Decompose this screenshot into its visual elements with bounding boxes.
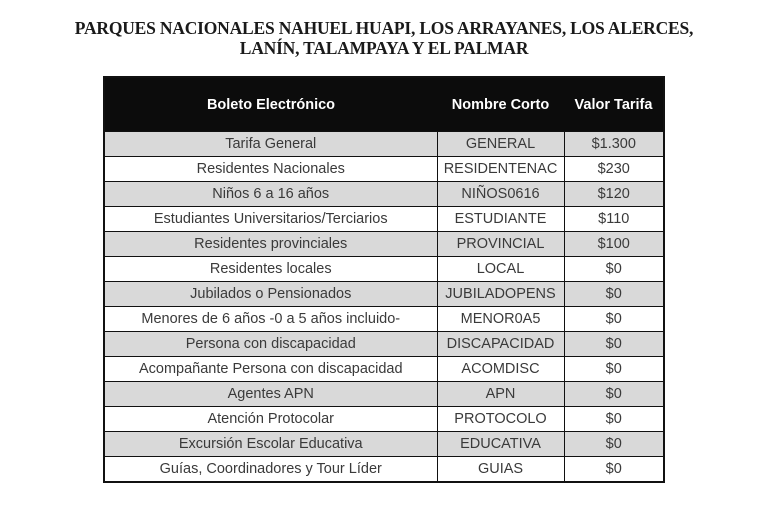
cell-nombre-corto: GUIAS xyxy=(437,457,564,483)
table-row xyxy=(104,232,664,257)
cell-valor-tarifa: $120 xyxy=(564,182,664,207)
cell-boleto: Residentes provinciales xyxy=(104,232,437,257)
table-row xyxy=(104,332,664,357)
table-row xyxy=(104,207,664,232)
table-body xyxy=(104,132,664,483)
table-row xyxy=(104,407,664,432)
cell-nombre-corto: NIÑOS0616 xyxy=(437,182,564,207)
table-row xyxy=(104,132,664,157)
title-line-2: LANÍN, TALAMPAYA Y EL PALMAR xyxy=(239,38,529,58)
cell-valor-tarifa: $0 xyxy=(564,432,664,457)
title-line-1: PARQUES NACIONALES NAHUEL HUAPI, LOS ARRAYANES, LOS ALERCES, xyxy=(74,18,694,38)
cell-valor-tarifa: $230 xyxy=(564,157,664,182)
cell-nombre-corto: GENERAL xyxy=(437,132,564,157)
table-row xyxy=(104,282,664,307)
cell-nombre-corto: JUBILADOPENS xyxy=(437,282,564,307)
cell-boleto: Menores de 6 años -0 a 5 años incluido- xyxy=(104,307,437,332)
cell-valor-tarifa: $0 xyxy=(564,382,664,407)
cell-boleto: Persona con discapacidad xyxy=(104,332,437,357)
cell-boleto: Guías, Coordinadores y Tour Líder xyxy=(104,457,437,483)
cell-nombre-corto: PROTOCOLO xyxy=(437,407,564,432)
table-row xyxy=(104,357,664,382)
cell-nombre-corto: APN xyxy=(437,382,564,407)
header-valor-tarifa: Valor Tarifa xyxy=(564,77,664,132)
cell-valor-tarifa: $100 xyxy=(564,232,664,257)
cell-boleto: Excursión Escolar Educativa xyxy=(104,432,437,457)
cell-valor-tarifa: $0 xyxy=(564,307,664,332)
cell-boleto: Residentes Nacionales xyxy=(104,157,437,182)
cell-valor-tarifa: $0 xyxy=(564,457,664,483)
table-row xyxy=(104,457,664,483)
page-title xyxy=(0,18,768,58)
tariff-table xyxy=(103,76,665,483)
cell-boleto: Tarifa General xyxy=(104,132,437,157)
cell-boleto: Residentes locales xyxy=(104,257,437,282)
cell-nombre-corto: EDUCATIVA xyxy=(437,432,564,457)
cell-boleto: Jubilados o Pensionados xyxy=(104,282,437,307)
header-boleto: Boleto Electrónico xyxy=(104,77,437,132)
cell-boleto: Niños 6 a 16 años xyxy=(104,182,437,207)
cell-valor-tarifa: $1.300 xyxy=(564,132,664,157)
header-nombre-corto: Nombre Corto xyxy=(437,77,564,132)
cell-valor-tarifa: $110 xyxy=(564,207,664,232)
cell-boleto: Agentes APN xyxy=(104,382,437,407)
cell-nombre-corto: MENOR0A5 xyxy=(437,307,564,332)
cell-valor-tarifa: $0 xyxy=(564,357,664,382)
table-row xyxy=(104,307,664,332)
cell-nombre-corto: PROVINCIAL xyxy=(437,232,564,257)
table-row xyxy=(104,382,664,407)
cell-nombre-corto: LOCAL xyxy=(437,257,564,282)
cell-nombre-corto: ESTUDIANTE xyxy=(437,207,564,232)
cell-valor-tarifa: $0 xyxy=(564,407,664,432)
cell-boleto: Estudiantes Universitarios/Terciarios xyxy=(104,207,437,232)
table-row xyxy=(104,257,664,282)
table-row xyxy=(104,432,664,457)
cell-valor-tarifa: $0 xyxy=(564,332,664,357)
table-row xyxy=(104,157,664,182)
cell-nombre-corto: DISCAPACIDAD xyxy=(437,332,564,357)
table-header-row xyxy=(104,77,664,132)
cell-valor-tarifa: $0 xyxy=(564,257,664,282)
table-row xyxy=(104,182,664,207)
cell-boleto: Atención Protocolar xyxy=(104,407,437,432)
cell-valor-tarifa: $0 xyxy=(564,282,664,307)
cell-boleto: Acompañante Persona con discapacidad xyxy=(104,357,437,382)
cell-nombre-corto: RESIDENTENAC xyxy=(437,157,564,182)
cell-nombre-corto: ACOMDISC xyxy=(437,357,564,382)
